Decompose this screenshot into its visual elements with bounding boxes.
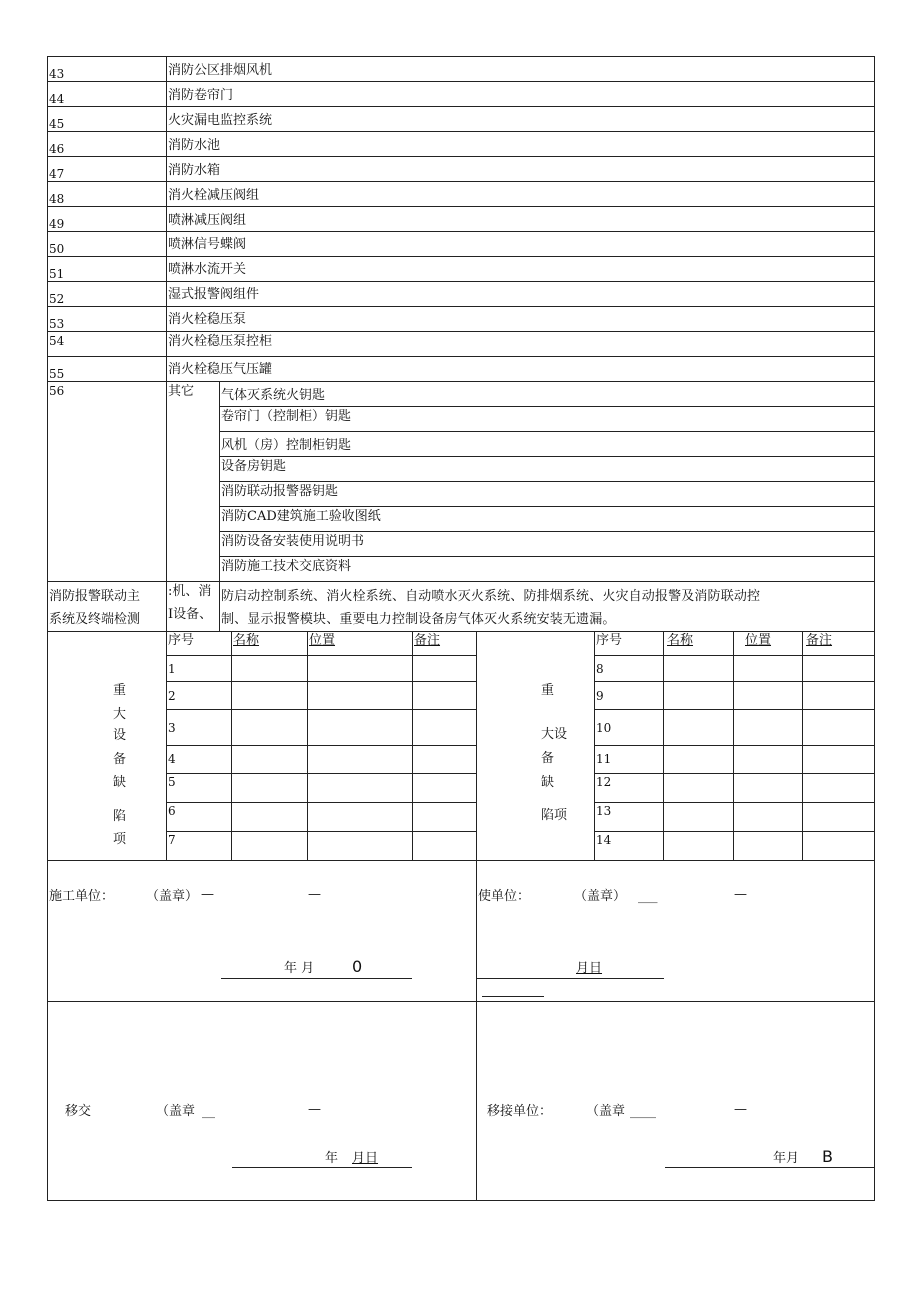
defect-label-char: 备 xyxy=(541,751,555,766)
defect-no: 8 xyxy=(596,662,604,676)
check-label: 系统及终端检测 xyxy=(49,612,141,627)
subrow-line xyxy=(219,431,874,432)
receiver-unit-label: 移接单位： xyxy=(487,1104,553,1119)
defect-label-char: 缺 xyxy=(541,775,555,790)
defect-label-char: 缺 xyxy=(113,775,127,790)
row-line xyxy=(47,381,874,382)
row-line xyxy=(594,802,874,803)
other-subitem: 设备房钥匙 xyxy=(221,459,287,474)
row-line xyxy=(166,681,476,682)
item-name: 消防水池 xyxy=(168,138,221,153)
row-line xyxy=(594,773,874,774)
date-label: 年 月 xyxy=(284,961,315,976)
defect-no: 3 xyxy=(168,721,176,735)
subrow-line xyxy=(219,481,874,482)
defect-label-char: 陷 xyxy=(113,809,127,824)
subrow-line xyxy=(219,406,874,407)
item-name: 火灾漏电监控系统 xyxy=(168,113,273,128)
row-line xyxy=(47,860,874,861)
defect-no: 2 xyxy=(168,689,176,703)
other-subitem: 消防CAD建筑施工验收图纸 xyxy=(221,509,381,524)
row-line xyxy=(166,802,476,803)
item-name: 喷淋减压阀组 xyxy=(168,213,247,228)
handover-label: 移交 xyxy=(65,1104,92,1119)
check-description: 防启动控制系统、消火栓系统、自动喷水灭火系统、防排烟系统、火灾自动报警及消防联动控 xyxy=(221,589,761,604)
signature-line xyxy=(221,978,412,979)
row-line xyxy=(47,1001,874,1002)
item-name: 喷淋信号蝶阀 xyxy=(168,237,247,252)
defect-label-char: 重 xyxy=(113,683,127,698)
defect-no: 1 xyxy=(168,662,176,676)
row-line xyxy=(47,631,874,632)
other-subitem: 消防设备安装使用说明书 xyxy=(221,534,365,549)
subrow-line xyxy=(219,456,874,457)
signature-line xyxy=(665,1167,874,1168)
item-no: 48 xyxy=(49,192,65,206)
row-line xyxy=(594,681,874,682)
check-mid: I设备、 xyxy=(168,607,213,622)
defect-no: 6 xyxy=(168,804,176,818)
item-no: 55 xyxy=(49,367,65,381)
seal-label: （盖章） xyxy=(574,889,627,904)
subrow-line xyxy=(219,556,874,557)
row-line xyxy=(47,231,874,232)
seal-label: （盖章） xyxy=(146,889,199,904)
row-line xyxy=(166,709,476,710)
item-name: 消火栓稳压泵控柜 xyxy=(168,334,273,349)
subrow-line xyxy=(219,506,874,507)
row-line xyxy=(594,655,874,656)
defect-header: 名称 xyxy=(233,633,260,648)
defect-header: 名称 xyxy=(667,633,694,648)
signature-line xyxy=(482,996,544,997)
row-line xyxy=(47,256,874,257)
item-no: 51 xyxy=(49,267,65,281)
check-mid: :机、消 xyxy=(168,584,212,599)
table-border-top xyxy=(47,56,874,57)
other-subitem: 消防联动报警器钥匙 xyxy=(221,484,339,499)
item-no: 54 xyxy=(49,334,65,348)
seal-underline: __ xyxy=(202,1104,215,1119)
defect-header: 序号 xyxy=(168,633,195,648)
item-name: 喷淋水流开关 xyxy=(168,262,247,277)
item-name: 湿式报警阀组件 xyxy=(168,287,260,302)
row-line xyxy=(47,206,874,207)
defect-no: 10 xyxy=(596,721,612,735)
item-no: 44 xyxy=(49,92,65,106)
other-subitem: 卷帘门（控制柜）钥匙 xyxy=(221,409,352,424)
item-name: 消火栓减压阀组 xyxy=(168,188,260,203)
subrow-line xyxy=(219,531,874,532)
item-no: 45 xyxy=(49,117,65,131)
col-line xyxy=(166,56,167,631)
date-mark: 0 xyxy=(352,957,363,976)
defect-label-char: 项 xyxy=(113,832,127,847)
row-line xyxy=(594,709,874,710)
item-name: 消防公区排烟风机 xyxy=(168,63,273,78)
defect-header: 备注 xyxy=(414,633,441,648)
defect-no: 13 xyxy=(596,804,612,818)
signature-line xyxy=(476,978,664,979)
item-no: 46 xyxy=(49,142,65,156)
seal-underline: ___ xyxy=(638,889,658,904)
item-name: 消火栓稳压气压罐 xyxy=(168,362,273,377)
defect-no: 7 xyxy=(168,833,176,847)
row-line xyxy=(594,831,874,832)
defect-no: 5 xyxy=(168,775,176,789)
signature-line xyxy=(232,1167,412,1168)
defect-label-char: 备 xyxy=(113,752,127,767)
seal-label: （盖章 xyxy=(156,1104,196,1119)
other-label: 其它 xyxy=(168,384,195,399)
seal-dash: — xyxy=(734,1102,747,1117)
row-line xyxy=(47,281,874,282)
row-line xyxy=(166,831,476,832)
table-border-right xyxy=(874,56,875,1201)
other-subitem: 风机（房）控制柜钥匙 xyxy=(221,438,352,453)
seal-label: （盖章 xyxy=(586,1104,626,1119)
col-line xyxy=(219,381,220,631)
defect-header: 序号 xyxy=(596,633,623,648)
defect-label-char: 大设 xyxy=(541,727,568,742)
item-no: 47 xyxy=(49,167,65,181)
table-border-left xyxy=(47,56,48,1201)
user-unit-label: 使单位： xyxy=(478,889,531,904)
row-line xyxy=(47,181,874,182)
date-label: 月日 xyxy=(576,961,603,976)
row-line xyxy=(47,81,874,82)
defect-no: 14 xyxy=(596,833,612,847)
item-name: 消防卷帘门 xyxy=(168,88,234,103)
row-line xyxy=(47,331,874,332)
check-description: 制、显示报警模块、重要电力控制设备房气体灭火系统安装无遗漏。 xyxy=(221,612,616,627)
table-border-bottom xyxy=(47,1200,874,1201)
row-line xyxy=(47,156,874,157)
seal-underline: ____ xyxy=(630,1104,656,1119)
defect-label-char: 设 xyxy=(113,728,127,743)
defect-label-char: 重 xyxy=(541,683,555,698)
defect-header: 位置 xyxy=(309,633,336,648)
defect-no: 4 xyxy=(168,752,176,766)
row-line xyxy=(47,131,874,132)
other-subitem: 气体灭系统火钥匙 xyxy=(221,388,326,403)
defect-header: 位置 xyxy=(745,633,772,648)
item-name: 消防水箱 xyxy=(168,163,221,178)
row-line xyxy=(166,773,476,774)
defect-no: 12 xyxy=(596,775,612,789)
seal-dash: — xyxy=(308,887,321,902)
date-label: 月日 xyxy=(352,1151,379,1166)
row-line xyxy=(47,356,874,357)
row-line xyxy=(47,306,874,307)
item-no: 49 xyxy=(49,217,65,231)
item-no: 43 xyxy=(49,67,65,81)
date-label: 年 xyxy=(325,1151,339,1166)
other-subitem: 消防施工技术交底资料 xyxy=(221,559,352,574)
row-line xyxy=(47,581,874,582)
date-mark: B xyxy=(822,1147,833,1166)
row-line xyxy=(166,745,476,746)
defect-label-char: 陷项 xyxy=(541,808,568,823)
construction-unit-label: 施工单位： xyxy=(49,889,115,904)
defect-no: 11 xyxy=(596,752,612,766)
item-no: 50 xyxy=(49,242,65,256)
row-line xyxy=(594,745,874,746)
seal-dash: — xyxy=(201,887,214,902)
item-no: 56 xyxy=(49,384,65,398)
defect-no: 9 xyxy=(596,689,604,703)
item-name: 消火栓稳压泵 xyxy=(168,312,247,327)
seal-dash: — xyxy=(308,1102,321,1117)
defect-label-char: 大 xyxy=(113,707,127,722)
item-no: 52 xyxy=(49,292,65,306)
item-no: 53 xyxy=(49,317,65,331)
center-divider xyxy=(476,631,477,1201)
row-line xyxy=(166,655,476,656)
check-label: 消防报警联动主 xyxy=(49,589,141,604)
date-label: 年月 xyxy=(773,1151,800,1166)
row-line xyxy=(47,106,874,107)
defect-header: 备注 xyxy=(806,633,833,648)
seal-dash: — xyxy=(734,887,747,902)
